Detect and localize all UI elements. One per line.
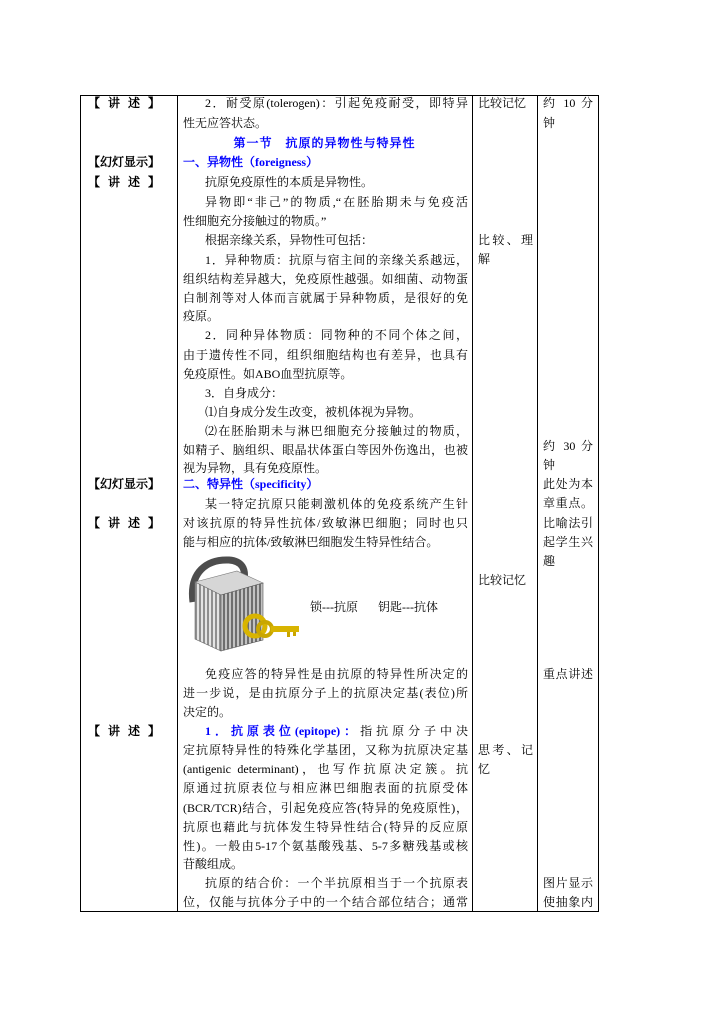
text-line: 异物即“非己”的物质,“在胚胎期未与免疫活 (205, 195, 468, 209)
method-note: 比较记忆 (478, 573, 527, 587)
table-right-border (598, 95, 599, 912)
text-line: 2．耐受原(tolerogen)：引起免疫耐受，即特异 (205, 96, 468, 110)
text-line: (BCR/TCR)结合，引起免疫应答(特异的免疫原性)， (183, 801, 468, 815)
remark-note: 重点讲述 (543, 667, 593, 681)
heading-specificity: 二、特异性（specificity） (183, 477, 319, 491)
method-note: 比较记忆 (478, 96, 527, 110)
method-note: 思考、记 (478, 743, 533, 757)
table-left-border (80, 95, 81, 912)
lock-and-key-image (185, 556, 303, 654)
table-bottom-border (80, 911, 599, 912)
epitope-line (205, 723, 468, 739)
text-line: 免疫应答的特异性是由抗原的特异性所决定的 (205, 667, 468, 681)
text-line: 苷酸组成。 (183, 857, 244, 871)
text-line: 1．异种物质：抗原与宿主间的亲缘关系越远， (205, 253, 468, 267)
method-note: 解 (478, 252, 491, 266)
activity-label-lecture: 【讲述】 (88, 175, 160, 189)
remark-note: 使抽象内 (543, 895, 593, 909)
epitope-term: 1．抗原表位(epitope)： (205, 724, 361, 738)
activity-label-slides: 【幻灯显示】 (88, 155, 161, 169)
time-note: 约 30 分 (543, 439, 593, 453)
activity-label-slides: 【幻灯显示】 (88, 477, 161, 491)
time-note: 约 10 分 (543, 96, 593, 110)
text-line: 组织结构差异越大，免疫原性越强。如细菌、动物蛋 (183, 272, 468, 286)
remark-note: 比喻法引 (543, 516, 593, 530)
section-title: 第一节 抗原的异物性与特异性 (233, 136, 416, 150)
text-line: 3．自身成分： (205, 386, 284, 400)
text-line: 定抗原特异性的特殊化学基团，又称为抗原决定基 (183, 743, 468, 757)
text-line: 决定的。 (183, 705, 232, 719)
text-line: 如精子、脑组织、眼晶状体蛋白等因外伤逸出，也被 (183, 443, 468, 457)
time-note: 钟 (543, 458, 556, 472)
text-line: 进一步说，是由抗原分子上的抗原决定基(表位)所 (183, 686, 468, 700)
text-line: 抗原的结合价：一个半抗原相当于一个抗原表 (205, 876, 468, 890)
text-line: 能与相应的抗体/致敏淋巴细胞发生特异性结合。 (183, 535, 439, 549)
activity-label-lecture: 【讲述】 (88, 516, 160, 530)
column-divider-2 (472, 95, 473, 912)
text-line: (antigenic determinant)，也写作抗原决定簇。抗 (183, 762, 468, 776)
text-line: 抗原也藉此与抗体发生特异性结合(特异的反应原 (183, 820, 468, 834)
caption-lock: 锁---抗原 (310, 600, 358, 614)
text-line: 性无应答状态。 (183, 116, 268, 130)
text-line: 视为异物，具有免疫原性。 (183, 461, 328, 475)
column-divider-3 (537, 95, 538, 912)
remark-note: 起学生兴 (543, 535, 593, 549)
text-line: 对该抗原的特异性抗体/致敏淋巴细胞；同时也只 (183, 516, 468, 530)
text-line: 抗原免疫原性的本质是异物性。 (205, 175, 374, 189)
remark-note: 趣 (543, 554, 556, 568)
time-note: 钟 (543, 116, 556, 130)
caption-key: 钥匙---抗体 (378, 600, 438, 614)
method-note: 比较、理 (478, 233, 533, 247)
remark-note: 章重点。 (543, 496, 593, 510)
activity-label-lecture: 【讲述】 (88, 724, 160, 738)
activity-label-lecture: 【讲述】 (88, 96, 160, 110)
heading-foreignness: 一、异物性（foreigness） (183, 155, 319, 169)
column-divider-1 (177, 95, 178, 912)
text-line: 白制剂等对人体而言就属于异种物质，是很好的免 (183, 291, 468, 305)
text-line: 某一特定抗原只能刺激机体的免疫系统产生针 (205, 497, 468, 511)
text-line: 免疫原性。如ABO血型抗原等。 (183, 367, 353, 381)
remark-note: 图片显示 (543, 876, 593, 890)
text-line: 性)。一般由5-17个氨基酸残基、5-7多糖残基或核 (183, 839, 468, 853)
text-line: 位，仅能与抗体分子中的一个结合部位结合；通常 (183, 895, 468, 909)
text-span: 指抗原分子中决 (360, 724, 468, 738)
text-line: 原通过抗原表位与相应淋巴细胞表面的抗原受体 (183, 781, 468, 795)
text-line: ⑵在胚胎期未与淋巴细胞充分接触过的物质， (205, 424, 468, 438)
text-line: ⑴自身成分发生改变，被机体视为异物。 (205, 405, 422, 419)
text-line: 由于遗传性不同，组织细胞结构也有差异，也具有 (183, 348, 468, 362)
text-line: 根据亲缘关系，异物性可包括： (205, 233, 374, 247)
text-line: 疫原。 (183, 309, 220, 323)
method-note: 忆 (478, 762, 491, 776)
text-line: 2．同种异体物质：同物种的不同个体之间， (205, 328, 468, 342)
text-line: 性细胞充分接触过的物质。” (183, 214, 327, 228)
remark-note: 此处为本 (543, 477, 593, 491)
